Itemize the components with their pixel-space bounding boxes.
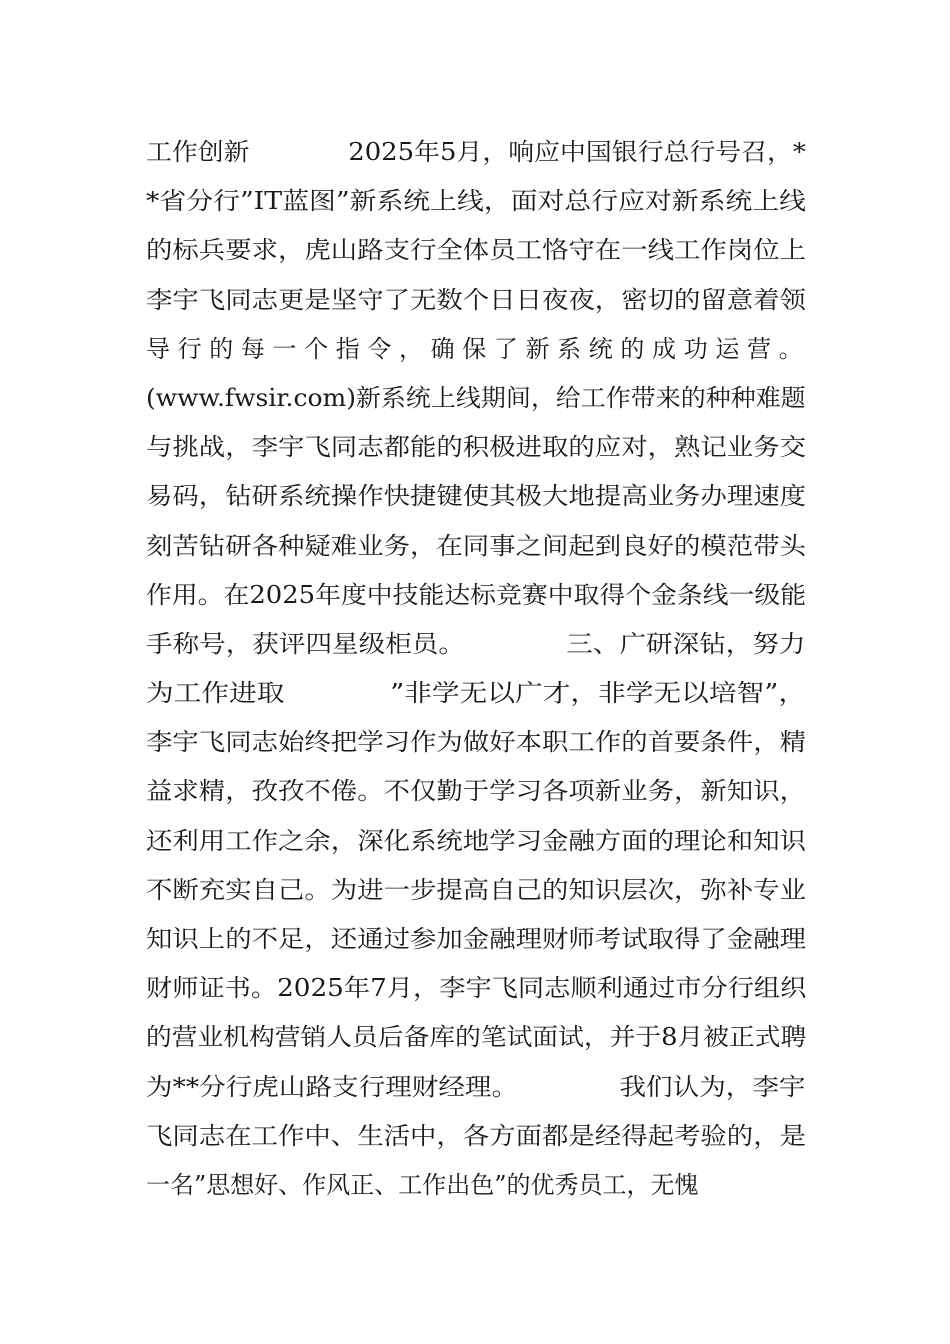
- text-line: 手称号，获评四星级柜员。 三、广研深钻，努力: [146, 629, 806, 658]
- text-line: 为**分行虎山路支行理财经理。 我们认为，李宇: [146, 1072, 806, 1101]
- document-body: [146, 128, 806, 1210]
- text-line: 导 行 的 每 一 个 指 令 ， 确 保 了 新 系 统 的 成 功 运 营 。: [146, 334, 803, 363]
- text-line: (www.fwsir.com)新系统上线期间，给工作带来的种种难题: [146, 383, 806, 412]
- text-line: 工作创新 2025年5月，响应中国银行总行号召，*: [146, 138, 806, 166]
- text-line: 益求精，孜孜不倦。不仅勤于学习各项新业务，新知识，: [146, 777, 806, 806]
- text-line: 为工作进取 ”非学无以广才，非学无以培智”，: [146, 679, 807, 708]
- text-line: 的标兵要求，虎山路支行全体员工恪守在一线工作岗位上: [146, 236, 806, 265]
- text-line: 还利用工作之余，深化系统地学习金融方面的理论和知识: [146, 826, 806, 855]
- text-line: *省分行”IT蓝图”新系统上线，面对总行应对新系统上线: [146, 187, 807, 216]
- text-line: 知识上的不足，还通过参加金融理财师考试取得了金融理: [146, 925, 806, 953]
- text-line: 李宇飞同志更是坚守了无数个日日夜夜，密切的留意着领: [146, 285, 806, 314]
- text-line: 易码，钻研系统操作快捷键使其极大地提高业务办理速度: [146, 482, 806, 511]
- text-line: 飞同志在工作中、生活中，各方面都是经得起考验的，是: [146, 1121, 806, 1150]
- text-line: 的营业机构营销人员后备库的笔试面试，并于8月被正式聘: [146, 1023, 807, 1052]
- text-line: 不断充实自己。为进一步提高自己的知识层次，弥补专业: [146, 875, 806, 904]
- text-line: 李宇飞同志始终把学习作为做好本职工作的首要条件，精: [146, 728, 806, 757]
- text-line: 财师证书。2025年7月，李宇飞同志顺利通过市分行组织: [146, 974, 807, 1003]
- text-line: 一名”思想好、作风正、工作出色”的优秀员工，无愧: [146, 1170, 699, 1199]
- text-line: 刻苦钻研各种疑难业务，在同事之间起到良好的模范带头: [146, 531, 806, 560]
- text-line: 与挑战，李宇飞同志都能的积极进取的应对，熟记业务交: [146, 433, 806, 462]
- text-line: 作用。在2025年度中技能达标竞赛中取得个金条线一级能: [146, 580, 807, 609]
